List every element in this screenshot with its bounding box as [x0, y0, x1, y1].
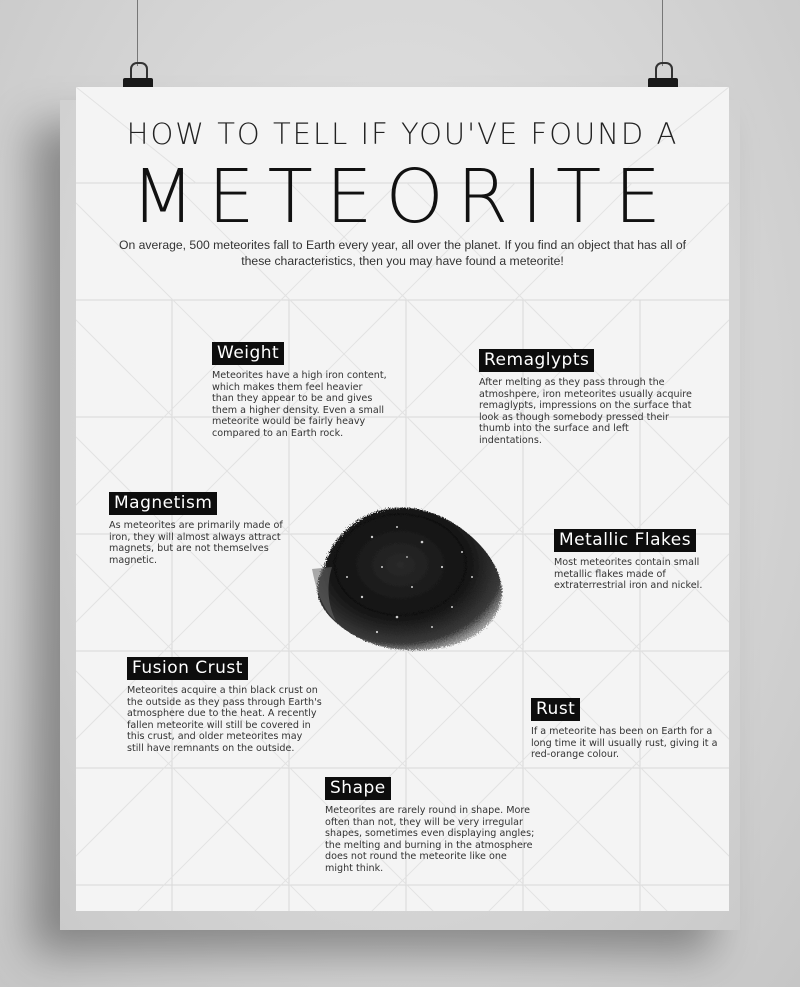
section-text: Meteorites acquire a thin black crust on the outside as they pass through Earth's atmosphere due to the heat. A recently fallen meteorite will still be covered in this crust, and older meteorites may still have remnants on the outside.: [127, 685, 322, 754]
section-text: Meteorites are rarely round in shape. More often than not, they will be very irregular shapes, sometimes even displaying angles; the melting and burning in the atmosphere does not round the meteorite like one might think.: [325, 805, 535, 874]
hanging-string-right: [662, 0, 663, 66]
section-text: After melting as they pass through the atmoshpere, iron meteorites usually acquire remaglypts, impressions on the surface that look as though somebody pressed their thumb into the surface and left indentations.: [479, 377, 692, 446]
section-title: Weight: [212, 342, 284, 365]
section-text: As meteorites are primarily made of iron, they will almost always attract magnets, but are not themselves magnetic.: [109, 520, 283, 566]
section-shape: [325, 777, 535, 875]
section-rust: [531, 698, 721, 761]
poster: [76, 87, 729, 911]
section-fusion-crust: [127, 657, 322, 755]
section-title: Fusion Crust: [127, 657, 248, 680]
section-title: Magnetism: [109, 492, 217, 515]
section-title: Remaglypts: [479, 349, 594, 372]
section-text: Meteorites have a high iron content, which makes them feel heavier than they appear to be and gives them a higher density. Even a small meteorite would be fairly heavy compared to an Earth rock.: [212, 370, 387, 439]
meteorite-illustration: [302, 497, 517, 657]
intro-text: On average, 500 meteorites fall to Earth every year, all over the planet. If you find an object that has all of these characteristics, then you may have found a meteorite!: [118, 238, 687, 268]
section-remaglypts: [479, 349, 694, 447]
section-title: Rust: [531, 698, 580, 721]
section-text: If a meteorite has been on Earth for a long time it will usually rust, giving it a red-orange colour.: [531, 726, 718, 761]
section-metallic-flakes: [554, 529, 724, 592]
title-line-1: HOW TO TELL IF YOU'VE FOUND A: [126, 117, 679, 151]
hanging-string-left: [137, 0, 138, 66]
section-title: Metallic Flakes: [554, 529, 696, 552]
title-meteorite: METEORITE: [130, 154, 674, 240]
section-weight: [212, 342, 387, 440]
section-title: Shape: [325, 777, 391, 800]
section-magnetism: [109, 492, 289, 566]
section-text: Most meteorites contain small metallic flakes made of extraterrestrial iron and nickel.: [554, 557, 703, 592]
